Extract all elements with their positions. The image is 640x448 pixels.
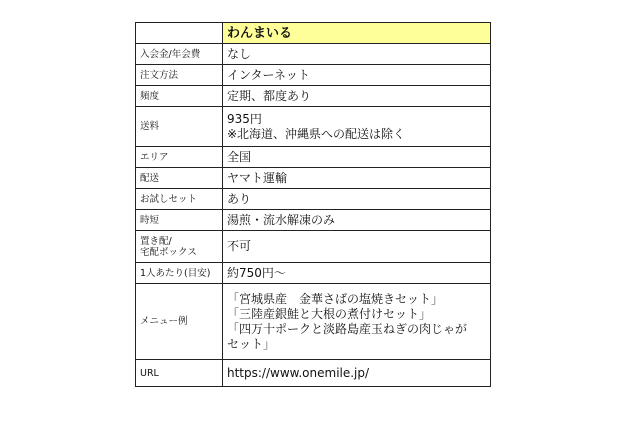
row-label-text: URL: [140, 367, 159, 379]
row-value-text: 湯煎・流水解凍のみ: [227, 212, 336, 227]
row-label-text: 入会金/年会費: [140, 48, 201, 60]
row-value: [223, 284, 491, 360]
row-label: [136, 107, 223, 147]
row-label: [136, 360, 223, 387]
table-row: [136, 231, 491, 263]
row-value: [223, 360, 491, 387]
row-label: [136, 189, 223, 210]
service-name: わんまいる: [227, 25, 293, 41]
table-row: [136, 284, 491, 360]
row-value: [223, 210, 491, 231]
row-value-text: あり: [227, 191, 252, 206]
table-row: [136, 65, 491, 86]
row-label-text: お試しセット: [140, 193, 198, 205]
row-value-text: 「三陸産銀鮭と大根の煮付けセット」: [227, 306, 432, 321]
row-label: [136, 44, 223, 65]
spec-table: [135, 22, 491, 387]
row-label-text: 置き配/: [140, 235, 172, 247]
row-label-text: 宅配ボックス: [140, 246, 197, 258]
table-row: [136, 147, 491, 168]
row-value-text: インターネット: [227, 67, 310, 82]
header-label-cell: [136, 23, 223, 44]
table-row: [136, 360, 491, 387]
row-value-text: なし: [227, 46, 252, 61]
row-value: [223, 147, 491, 168]
row-value: [223, 65, 491, 86]
row-value-text: 約750円～: [227, 265, 286, 280]
table-row: [136, 168, 491, 189]
url-link[interactable]: https://www.onemile.jp/: [227, 365, 370, 380]
row-label-text: 配送: [140, 172, 160, 184]
row-label-text: 頻度: [140, 90, 160, 102]
table-row: [136, 263, 491, 284]
table-row: [136, 107, 491, 147]
row-value-text: 全国: [227, 149, 252, 164]
row-value: [223, 44, 491, 65]
row-label: [136, 168, 223, 189]
row-label: [136, 210, 223, 231]
row-value: [223, 168, 491, 189]
row-label-text: 1人あたり(目安): [140, 267, 211, 279]
row-value: [223, 263, 491, 284]
table-row: [136, 210, 491, 231]
row-label-text: 送料: [140, 121, 160, 132]
header-title-cell: [223, 23, 491, 44]
row-value-text: ※北海道、沖縄県への配送は除く: [227, 126, 406, 141]
row-label: [136, 147, 223, 168]
row-label: [136, 65, 223, 86]
row-value-text: ヤマト運輸: [227, 170, 288, 185]
table-header-row: [136, 23, 491, 44]
row-value-text: 「宮城県産 金華さばの塩焼きセット」: [227, 291, 444, 306]
table-row: [136, 44, 491, 65]
row-value-text: 「四万十ポークと淡路島産玉ねぎの肉じゃが: [227, 321, 468, 336]
row-label: [136, 231, 223, 263]
row-value: [223, 189, 491, 210]
row-label-text: メニュー例: [140, 316, 188, 327]
row-value-text: セット」: [227, 336, 276, 351]
row-value-text: 定期、都度あり: [227, 88, 312, 103]
table-row: [136, 86, 491, 107]
row-value: [223, 107, 491, 147]
row-label: [136, 86, 223, 107]
row-label: [136, 284, 223, 360]
row-value: [223, 86, 491, 107]
row-label-text: エリア: [140, 151, 169, 163]
row-label: [136, 263, 223, 284]
row-value: [223, 231, 491, 263]
row-value-text: 935円: [227, 111, 262, 126]
row-value-text: 不可: [227, 239, 252, 253]
row-label-text: 注文方法: [140, 69, 179, 81]
table-row: [136, 189, 491, 210]
row-label-text: 時短: [140, 214, 160, 226]
